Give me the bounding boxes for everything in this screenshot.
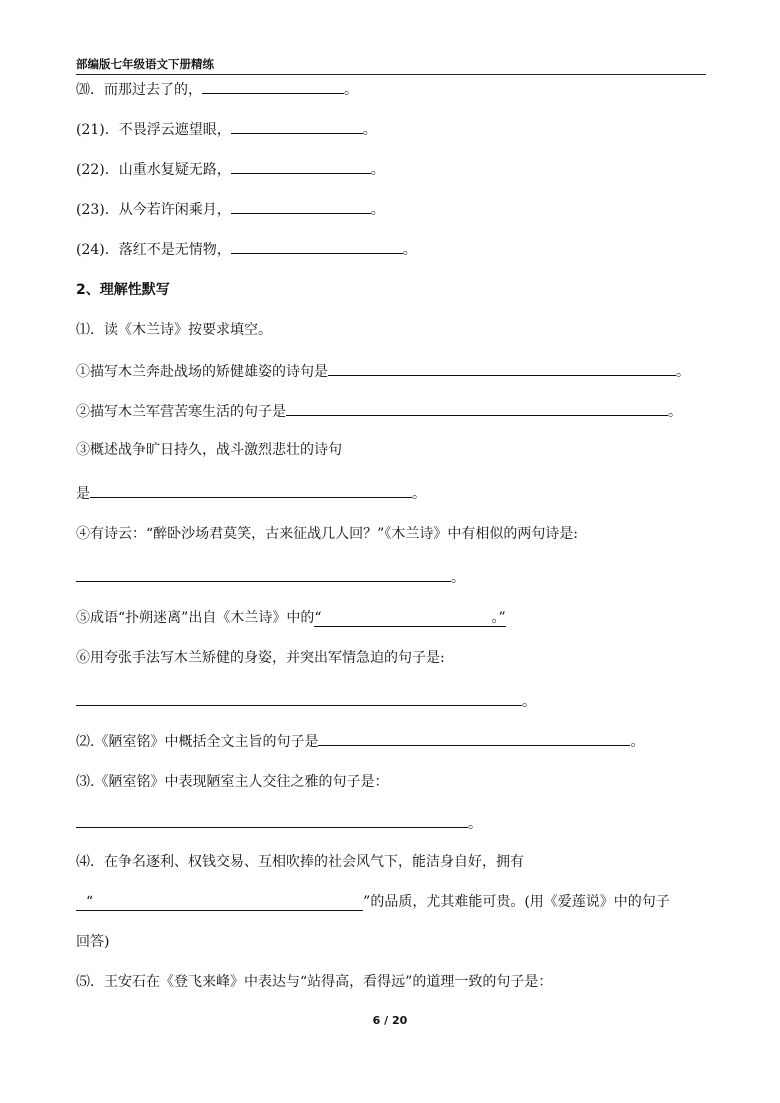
punctuation: 。 <box>468 816 482 832</box>
answer-blank[interactable] <box>231 238 403 254</box>
question-1d-answer <box>76 566 465 588</box>
question-2 <box>76 730 644 752</box>
question-text: ⒇．而那过去了的， <box>76 82 202 98</box>
answer-blank[interactable] <box>286 400 668 416</box>
fill-blank-24 <box>76 238 417 260</box>
answer-blank[interactable] <box>76 566 451 582</box>
question-4-answer <box>76 892 670 912</box>
header-title: 部编版七年级语文下册精练 <box>76 57 214 71</box>
answer-blank[interactable] <box>318 730 630 746</box>
answer-blank[interactable] <box>328 360 676 376</box>
question-4: ⑷．在争名逐利、权钱交易、互相吹捧的社会风气下，能洁身自好，拥有 <box>76 854 524 870</box>
section-heading: 2、理解性默写 <box>76 282 170 298</box>
answer-blank[interactable] <box>231 118 363 134</box>
open-quote: “ <box>86 894 94 910</box>
punctuation: 。 <box>344 82 358 98</box>
punctuation: 。 <box>522 694 536 710</box>
question-text: ”的品质，尤其难能可贵。(用《爱莲说》中的句子 <box>363 894 670 910</box>
question-1f: ⑥用夸张手法写木兰矫健的身姿，并突出军情急迫的句子是: <box>76 650 445 666</box>
answer-blank[interactable] <box>231 198 371 214</box>
punctuation: 。 <box>362 122 377 138</box>
page-number: 6 / 20 <box>372 1014 408 1027</box>
answer-blank[interactable] <box>231 158 371 174</box>
question-text: (23)．从今若许闲乘月， <box>76 202 231 218</box>
question-1c-answer <box>76 482 426 504</box>
punctuation: 。 <box>370 162 385 178</box>
punctuation: 。 <box>451 570 465 586</box>
page-header <box>76 54 706 75</box>
question-text: (24)．落红不是无情物， <box>76 242 231 258</box>
question-1b <box>76 400 682 422</box>
question-text: ⑵.《陋室铭》中概括全文主旨的句子是 <box>76 734 319 750</box>
answer-blank[interactable] <box>90 482 412 498</box>
fill-blank-23 <box>76 198 385 220</box>
fill-blank-22 <box>76 158 385 180</box>
question-1d: ④有诗云：“醉卧沙场君莫笑，古来征战几人回？”《木兰诗》中有相似的两句诗是: <box>76 526 579 542</box>
question-4-cont: 回答) <box>76 934 110 950</box>
question-3-answer <box>76 812 482 834</box>
question-3: ⑶.《陋室铭》中表现陋室主人交往之雅的句子是： <box>76 774 389 790</box>
question-5: ⑸．王安石在《登飞来峰》中表达与“站得高，看得远”的道理一致的句子是： <box>76 974 553 990</box>
fill-blank-20 <box>76 78 358 100</box>
question-1a <box>76 360 690 382</box>
question-text: ⑤成语“扑朔迷离”出自《木兰诗》中的 <box>76 610 315 626</box>
question-text: ②描写木兰军营苦寒生活的句子是 <box>76 404 286 420</box>
fill-blank-21 <box>76 118 377 140</box>
question-1e <box>76 608 506 628</box>
punctuation: 。 <box>402 242 417 258</box>
close-quote: 。” <box>491 610 506 626</box>
question-1f-answer <box>76 690 536 712</box>
question-1c: ③概述战争旷日持久，战斗激烈悲壮的诗句 <box>76 442 342 458</box>
question-text: (21)．不畏浮云遮望眼， <box>76 122 231 138</box>
answer-blank[interactable] <box>76 690 522 706</box>
answer-blank[interactable] <box>202 78 344 94</box>
question-text: ①描写木兰奔赴战场的矫健雄姿的诗句是 <box>76 364 328 380</box>
punctuation: 。 <box>676 364 690 380</box>
answer-quote[interactable] <box>76 894 363 911</box>
answer-blank[interactable] <box>76 812 468 828</box>
punctuation: 。 <box>630 734 645 750</box>
punctuation: 。 <box>668 404 682 420</box>
answer-quote[interactable] <box>314 610 505 627</box>
question-text: (22)．山重水复疑无路， <box>76 162 231 178</box>
open-quote: “ <box>314 610 322 626</box>
punctuation: 。 <box>412 486 426 502</box>
question-text: 是 <box>76 486 90 502</box>
question-1-intro: ⑴．读《木兰诗》按要求填空。 <box>76 322 272 338</box>
punctuation: 。 <box>370 202 385 218</box>
